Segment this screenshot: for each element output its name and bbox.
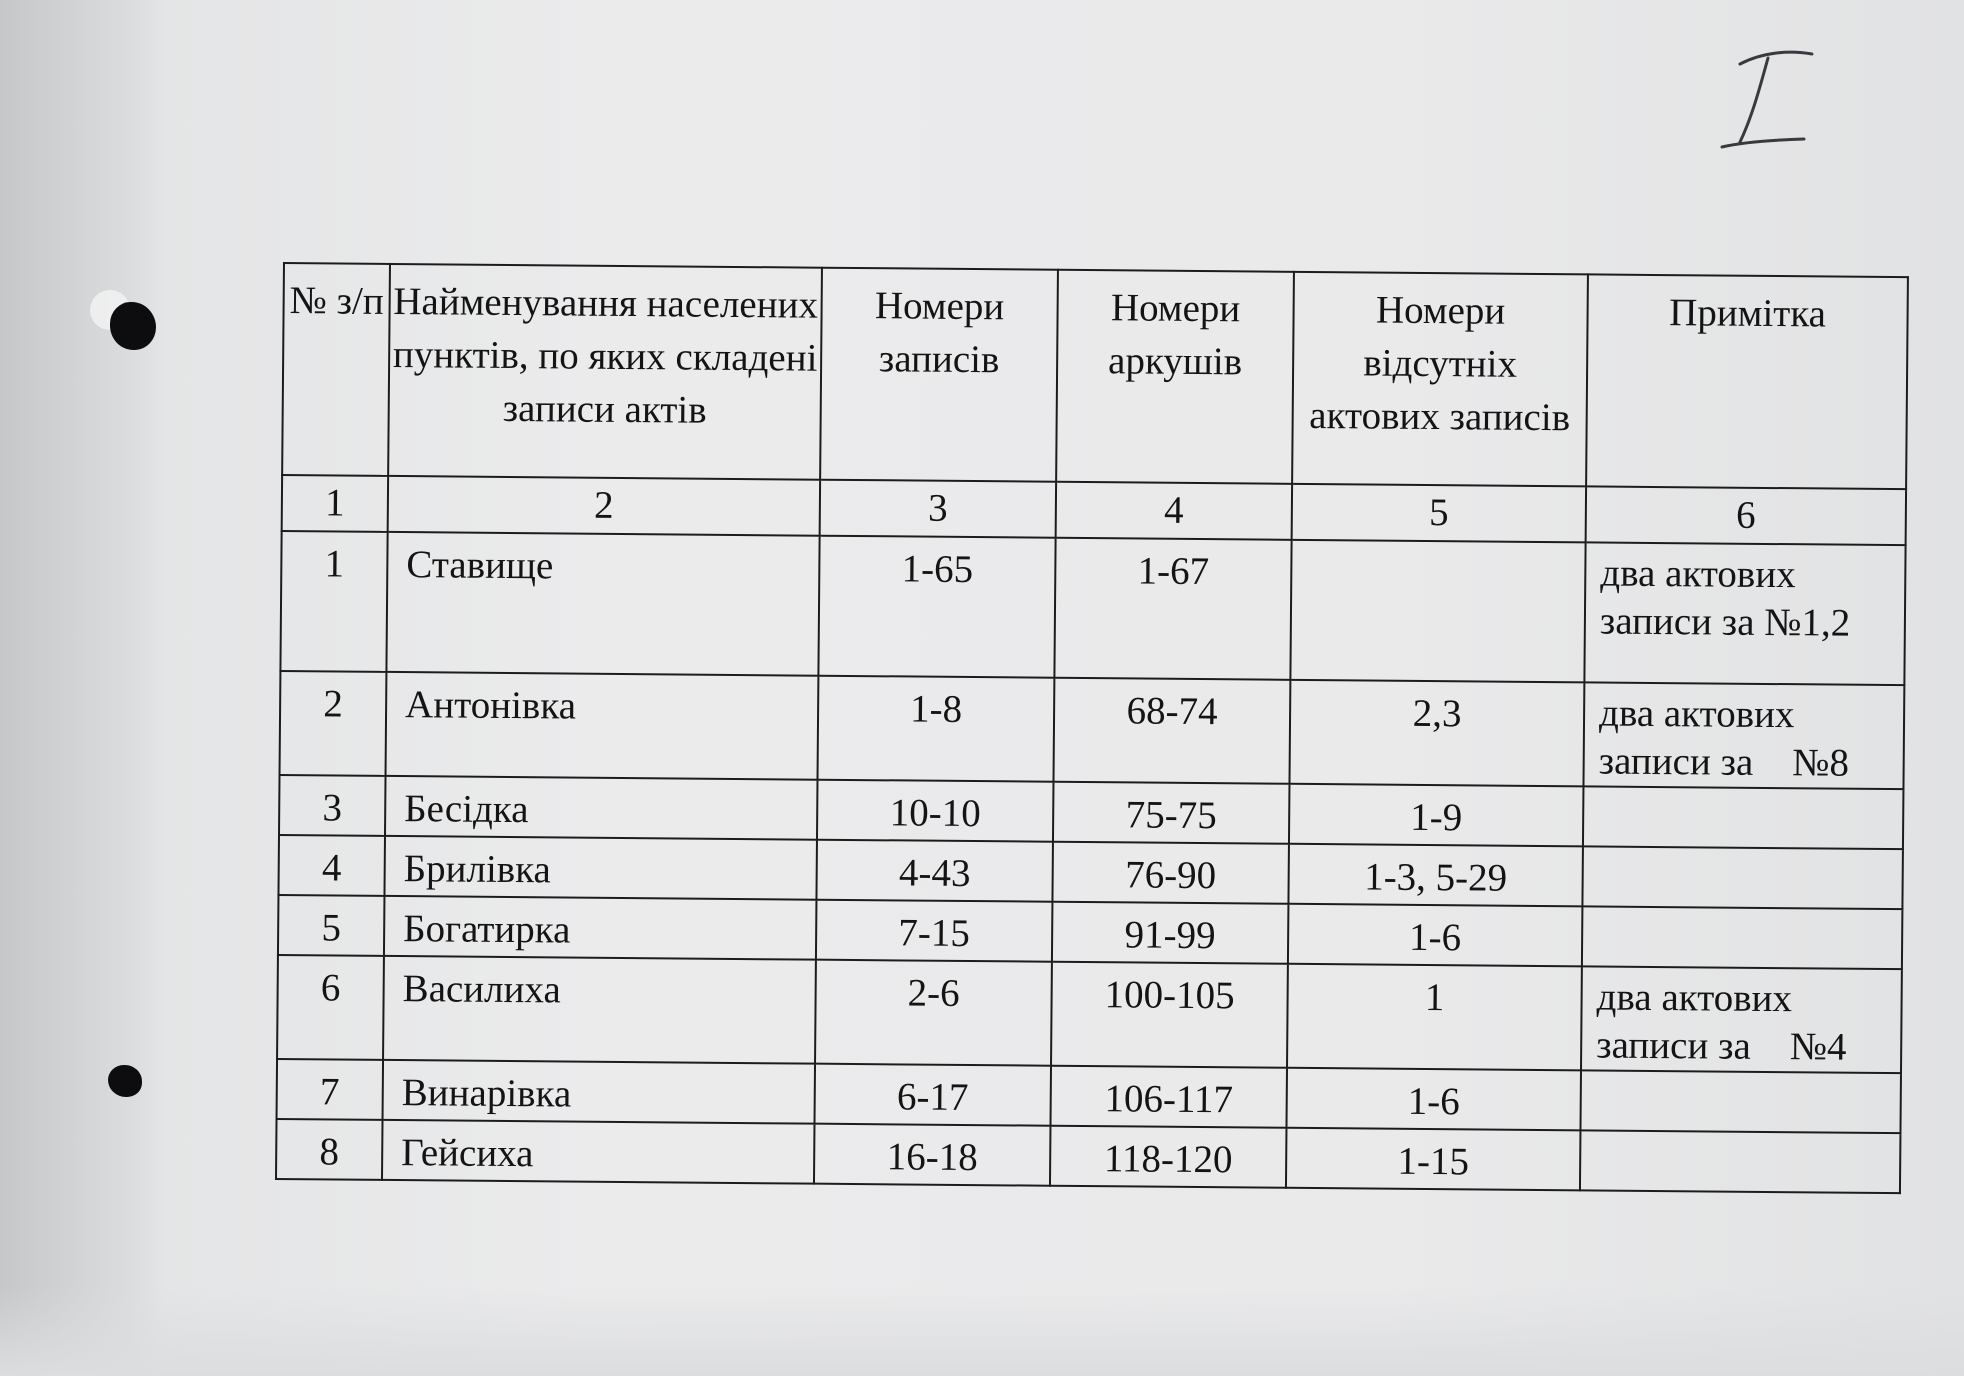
- missing-records: [1290, 540, 1585, 683]
- sheet-numbers: 76-90: [1052, 842, 1289, 904]
- missing-records: 1-3, 5-29: [1288, 844, 1583, 907]
- row-number: 1: [280, 531, 387, 672]
- record-numbers: 7-15: [816, 900, 1053, 962]
- record-numbers: 4-43: [816, 840, 1053, 902]
- settlement-name: Гейсиха: [382, 1120, 815, 1184]
- missing-records: 1: [1287, 964, 1582, 1071]
- note: два актових записи за №8: [1583, 682, 1904, 789]
- handwritten-page-number: [1718, 42, 1814, 154]
- settlement-name: Бесідка: [385, 776, 818, 840]
- record-numbers: 16-18: [814, 1124, 1051, 1186]
- sheet-numbers: 106-117: [1050, 1066, 1287, 1128]
- header-cell-number: № з/п: [282, 263, 390, 476]
- sheet-numbers: 100-105: [1051, 962, 1288, 1068]
- missing-records: 2,3: [1289, 680, 1584, 787]
- archive-table-container: [275, 262, 1907, 1194]
- note: два актових записи за №1,2: [1584, 542, 1905, 685]
- row-number: 3: [279, 775, 386, 836]
- table-row: [276, 1119, 1900, 1193]
- scan-shadow: [0, 0, 165, 1376]
- sheet-numbers: 1-67: [1054, 538, 1291, 680]
- table-row: [280, 531, 1905, 685]
- settlement-name: Ставище: [386, 532, 819, 676]
- column-number: 6: [1586, 486, 1906, 545]
- note: [1582, 846, 1903, 909]
- settlement-name: Богатирка: [384, 896, 817, 960]
- archive-table: [275, 262, 1909, 1194]
- note: [1583, 786, 1904, 849]
- sheet-numbers: 91-99: [1052, 902, 1289, 964]
- header-cell-note: Примітка: [1586, 274, 1908, 489]
- missing-records: 1-15: [1286, 1128, 1581, 1191]
- column-number: 3: [820, 480, 1056, 538]
- table-row: [280, 671, 1905, 789]
- record-numbers: 1-8: [818, 676, 1055, 782]
- sheet-numbers: 75-75: [1053, 782, 1290, 844]
- note: [1582, 906, 1903, 969]
- row-number: 8: [276, 1119, 383, 1180]
- note: [1580, 1070, 1901, 1133]
- punch-hole-bottom: [108, 1065, 142, 1097]
- column-number: 5: [1292, 484, 1586, 543]
- header-cell-missing: Номери відсутніх актових записів: [1292, 272, 1588, 487]
- row-number: 5: [278, 895, 385, 956]
- settlement-name: Антонівка: [386, 672, 819, 780]
- punch-hole-top: [110, 302, 156, 350]
- header-row: [282, 263, 1908, 489]
- header-cell-records: Номери записів: [820, 268, 1058, 482]
- column-number: 1: [282, 475, 388, 532]
- row-number: 6: [277, 955, 384, 1060]
- record-numbers: 10-10: [817, 780, 1054, 842]
- row-number: 4: [278, 835, 385, 896]
- record-numbers: 2-6: [815, 960, 1052, 1066]
- column-number: 2: [388, 476, 820, 536]
- settlement-name: Винарівка: [383, 1060, 816, 1124]
- note: два актових записи за №4: [1581, 966, 1902, 1073]
- row-number: 7: [277, 1059, 384, 1120]
- settlement-name: Брилівка: [384, 836, 817, 900]
- header-cell-settlement: Найменування населених пунктів, по яких складені записи актів: [388, 264, 822, 480]
- record-numbers: 1-65: [818, 536, 1055, 678]
- missing-records: 1-9: [1289, 784, 1584, 847]
- sheet-numbers: 118-120: [1050, 1126, 1287, 1188]
- sheet-numbers: 68-74: [1053, 678, 1290, 784]
- missing-records: 1-6: [1288, 904, 1583, 967]
- note: [1580, 1130, 1901, 1193]
- header-cell-sheets: Номери аркушів: [1056, 270, 1294, 484]
- record-numbers: 6-17: [815, 1064, 1052, 1126]
- settlement-name: Василиха: [383, 956, 816, 1064]
- missing-records: 1-6: [1286, 1068, 1581, 1131]
- row-number: 2: [280, 671, 387, 776]
- table-row: [277, 955, 1902, 1073]
- scan-shade: [0, 1286, 1964, 1376]
- column-number: 4: [1056, 482, 1292, 540]
